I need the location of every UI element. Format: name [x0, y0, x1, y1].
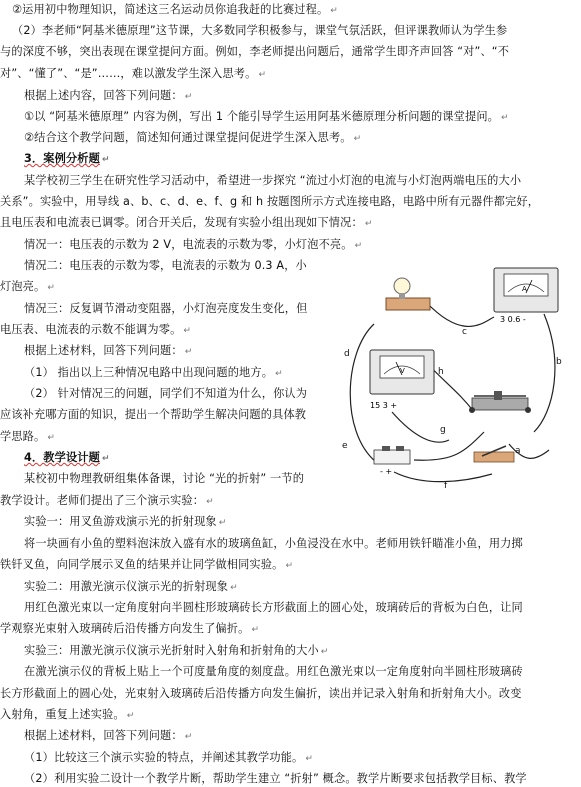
wire-label-e: e — [342, 441, 348, 451]
wire-c — [426, 302, 494, 326]
text-line: 学观察光束射入玻璃砖后沿传播方向发生了偏折。 ↵ — [0, 622, 260, 635]
text-line: 情况三：反复调节滑动变阻器，小灯泡亮度发生变化，但 — [24, 302, 308, 315]
circuit-diagram — [334, 262, 577, 492]
text-line: 且电压表和电流表已调零。闭合开关后，发现有实验小组出现如下情况： ↵ — [0, 216, 373, 229]
ammeter-symbol: A — [522, 285, 527, 293]
text-line: （1）比较这三个演示实验的特点，并阐述其教学功能。 ↵ — [24, 751, 314, 764]
text-line: 教学设计。老师们提出了三个演示实验： ↵ — [0, 494, 214, 507]
text-line: 在激光演示仪的背板上贴上一个可度量角度的刻度盘。用红色激光束以一定角度射向半圆柱形玻璃砖 — [24, 665, 523, 678]
text-line: ①以 “阿基米德原理” 内容为例，写出 1 个能引导学生运用阿基米德原理分析问题的课堂提问。 ↵ — [24, 110, 509, 123]
rheostat — [469, 391, 531, 413]
text-line: 某学校初三学生在研究性学习活动中，希望进一步探究 “流过小灯泡的电流与小灯泡两端电压的大小 — [24, 174, 522, 187]
battery — [374, 446, 410, 476]
text-line: 实验二：用激光演示仪演示光的折射现象 ↵ — [24, 580, 238, 593]
voltmeter-terminals: 15 3 + — [370, 401, 398, 410]
lamp — [386, 278, 430, 310]
text-line: 情况一：电压表的示数为 2 V，电流表的示数为零，小灯泡不亮。 ↵ — [24, 238, 363, 251]
text-line: 实验三：用激光演示仪演示光折射时入射角和折射角的大小 ↵ — [24, 644, 329, 657]
text-line: 根据上述内容，回答下列问题： ↵ — [24, 89, 193, 102]
text-line: （2） 针对情况三的问题，同学们不知道为什么，你认为 — [24, 387, 308, 400]
switch — [474, 446, 514, 462]
ammeter-terminals: 3 0.6 - — [500, 315, 526, 324]
voltmeter-symbol: V — [400, 367, 405, 375]
text-line: ②运用初中物理知识，简述这三名运动员你追我赶的比赛过程。 ↵ — [12, 3, 338, 16]
text-line: 情况二：电压表的示数为零，电流表的示数为 0.3 A，小 — [24, 259, 307, 272]
ammeter — [494, 268, 558, 324]
wire-label-g: g — [440, 425, 446, 435]
wire-label-c: c — [462, 327, 467, 337]
text-line: 实验一：用叉鱼游戏演示光的折射现象 ↵ — [24, 515, 227, 528]
text-line: 电压表、电流表的示数不能调为零。 ↵ — [0, 323, 192, 336]
wire-label-f: f — [444, 481, 448, 491]
battery-terminals: - + — [380, 467, 393, 476]
wire-f — [394, 472, 492, 482]
text-line: （2）利用实验二设计一个教学片断，帮助学生建立 “折射” 概念。教学片断要求包括教学目标、教学 — [24, 772, 527, 785]
wire-g — [414, 432, 484, 460]
text-line: 某校初中物理教研组集体备课，讨论 “光的折射” 一节的 — [24, 472, 305, 485]
text-line: 应该补充哪方面的知识，提出一个帮助学生解决问题的具体教 — [0, 408, 307, 421]
voltmeter — [370, 350, 434, 410]
text-line: 学思路。 ↵ — [0, 430, 56, 443]
text-line: 与的深度不够，突出表现在课堂提问方面。例如，李老师提出问题后，通常学生即齐声回答 “对”、“不 — [0, 45, 510, 58]
text-line: ②结合这个教学问题，简述知何通过课堂提问促进学生深入思考。 ↵ — [24, 131, 362, 144]
text-line: 铁钎叉鱼，向同学展示叉鱼的结果并让同学做相同实验。 ↵ — [0, 558, 294, 571]
wire-b — [534, 314, 555, 432]
wire-label-a: a — [515, 446, 521, 456]
text-line: 灯泡亮。 ↵ — [0, 280, 56, 293]
text-line: 根据上述材料，回答下列问题： ↵ — [24, 344, 193, 357]
text-line: 根据上述材料，回答下列问题： ↵ — [24, 729, 193, 742]
wire-label-b: b — [556, 357, 562, 367]
text-line: 将一块画有小鱼的塑料泡沫放入盛有水的玻璃鱼缸，小鱼浸没在水中。老师用铁钎瞄准小鱼，用力掷 — [24, 537, 523, 550]
text-line: 对”、“懂了”、“是”……，难以激发学生深入思考。 ↵ — [0, 67, 267, 80]
section-4-title: 4．教学设计题 ↵ — [24, 451, 110, 464]
section-3-title: 3．案例分析题 ↵ — [24, 152, 110, 165]
text-line: 入射角，重复上述实验。 ↵ — [0, 708, 135, 721]
wire-label-d: d — [344, 349, 350, 359]
text-line: 关系”。实验中，用导线 a、b、c、d、e、f、g 和 h 按题图所示方式连接电路，电路中所有元器件都完好， — [0, 195, 540, 208]
text-line: 长方形截面上的圆心处，光束射入玻璃砖后沿传播方向发生偏折，读出并记录入射角和折射角大小。改变 — [0, 687, 522, 700]
text-line: （2）李老师“阿基米德原理”这节课，大多数同学积极参与，课堂气氛活跃，但评课教师认为学生参 — [12, 24, 508, 37]
text-line: 用红色激光束以一定角度射向半圆柱形玻璃砖长方形截面上的圆心处，玻璃砖后的背板为白色，让同 — [24, 601, 523, 614]
text-line: （1） 指出以上三种情况电路中出现问题的地方。 ↵ — [24, 366, 283, 379]
wire-label-h: h — [438, 367, 444, 377]
